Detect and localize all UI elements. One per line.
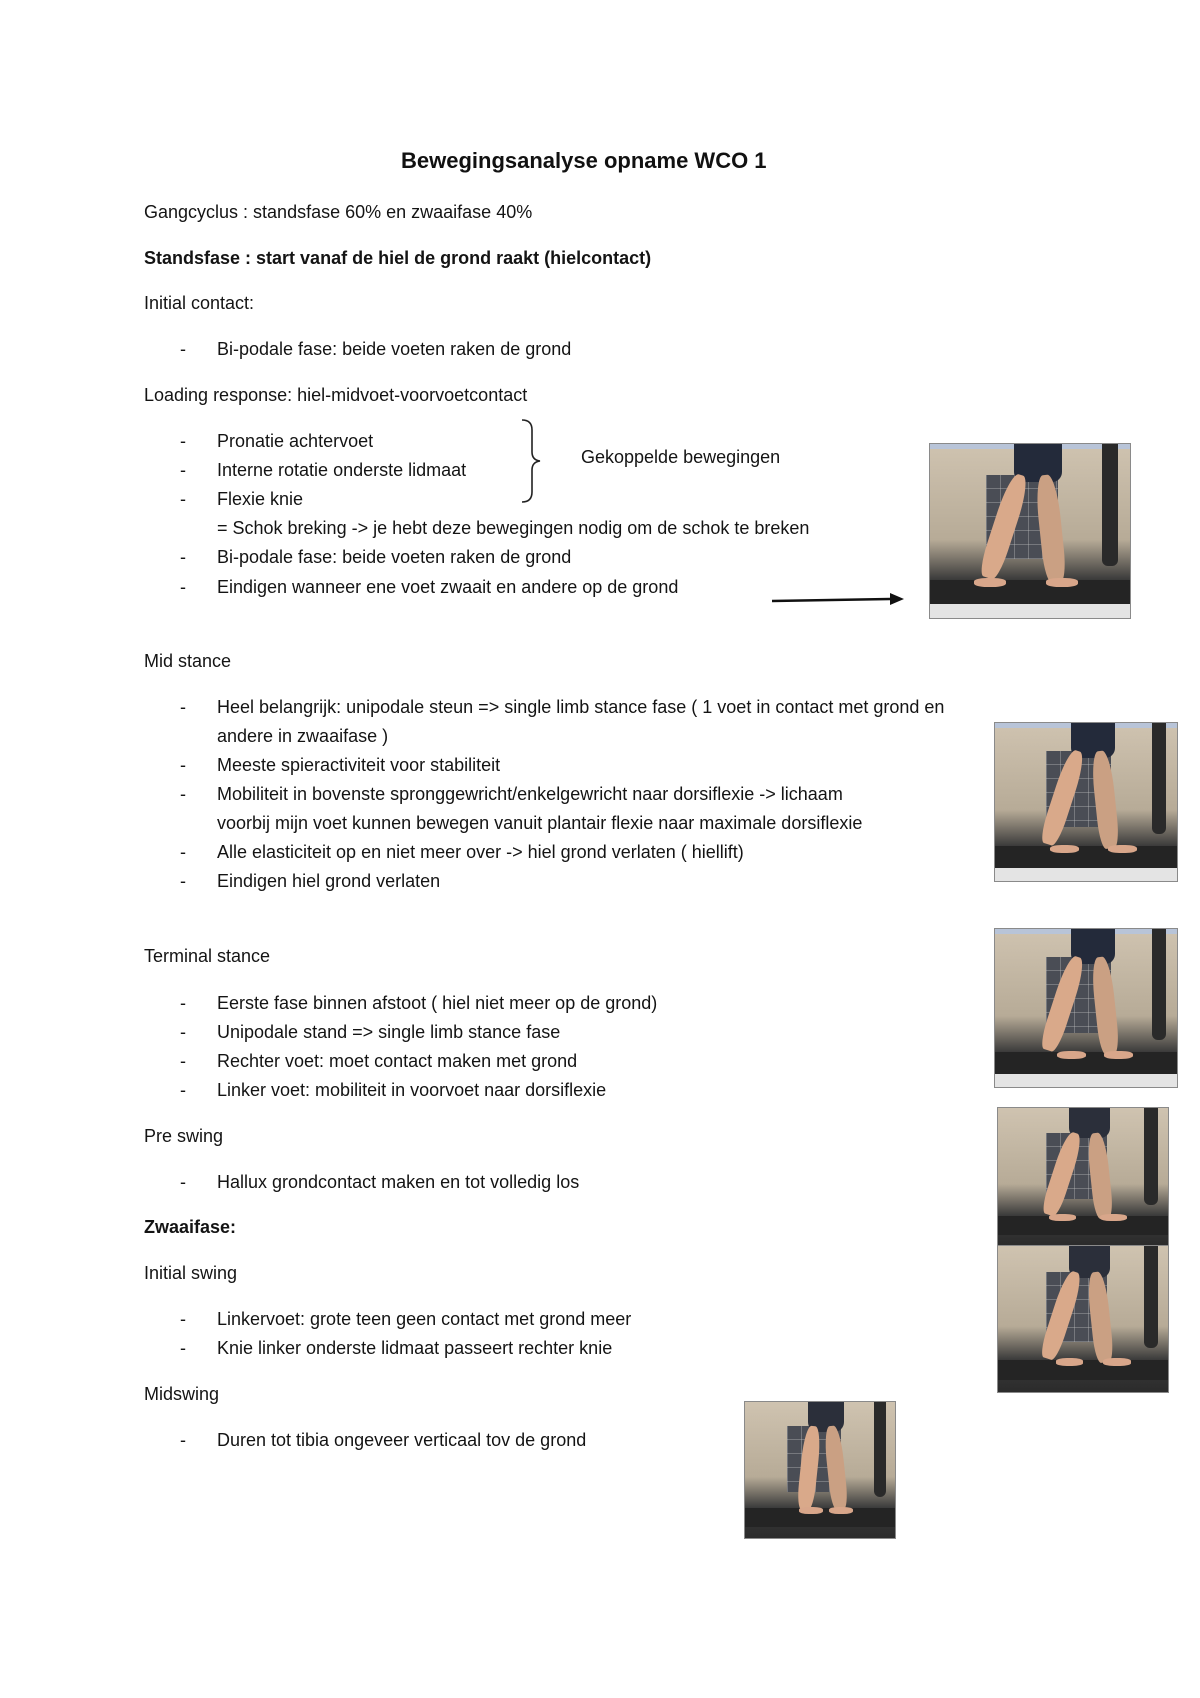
- list-item-text: Heel belangrijk: unipodale steun => single limb stance fase ( 1 voet in contact met grond en: [217, 697, 945, 717]
- bullet-dash: -: [180, 1022, 186, 1042]
- list-item-text: Linkervoet: grote teen geen contact met grond meer: [217, 1309, 632, 1329]
- list-item-text: Mobiliteit in bovenste spronggewricht/enkelgewricht naar dorsiflexie -> lichaam: [217, 784, 843, 804]
- list-item-text: Bi-podale fase: beide voeten raken de grond: [217, 547, 572, 567]
- list-item-text: Rechter voet: moet contact maken met grond: [217, 1051, 578, 1071]
- list-item-text: Meeste spieractiviteit voor stabiliteit: [217, 755, 501, 775]
- pre-swing-heading: Pre swing: [144, 1126, 224, 1146]
- loading-response-heading: Loading response: hiel-midvoet-voorvoetcontact: [144, 385, 528, 405]
- list-item-text: Eerste fase binnen afstoot ( hiel niet meer op de grond): [217, 993, 658, 1013]
- terminal-stance-heading: Terminal stance: [144, 946, 271, 966]
- mid-stance-heading: Mid stance: [144, 651, 232, 671]
- midswing-heading: Midswing: [144, 1384, 220, 1404]
- page-title: Bewegingsanalyse opname WCO 1: [401, 148, 767, 173]
- list-item-continuation: andere in zwaaifase ): [217, 726, 389, 746]
- gait-photo-initial-swing: [997, 1245, 1169, 1393]
- bullet-dash: -: [180, 577, 186, 597]
- gekoppelde-bewegingen-label: Gekoppelde bewegingen: [581, 447, 781, 467]
- bullet-dash: -: [180, 755, 186, 775]
- bullet-dash: -: [180, 842, 186, 862]
- bullet-dash: -: [180, 460, 186, 480]
- bullet-dash: -: [180, 1080, 186, 1100]
- list-item-text: Interne rotatie onderste lidmaat: [217, 460, 467, 480]
- list-item-text: Eindigen wanneer ene voet zwaait en andere op de grond: [217, 577, 679, 597]
- gait-photo-terminal-stance: [994, 928, 1178, 1088]
- initial-contact-heading: Initial contact:: [144, 293, 255, 313]
- bullet-dash: -: [180, 1430, 186, 1450]
- bullet-dash: -: [180, 431, 186, 451]
- initial-swing-heading: Initial swing: [144, 1263, 238, 1283]
- schok-breking-note: = Schok breking -> je hebt deze bewegingen nodig om de schok te breken: [217, 518, 810, 538]
- bullet-dash: -: [180, 784, 186, 804]
- curly-brace-icon: [518, 418, 558, 504]
- bullet-dash: -: [180, 697, 186, 717]
- gangcyclus-line: Gangcyclus : standsfase 60% en zwaaifase 40%: [144, 202, 533, 222]
- list-item-text: Knie linker onderste lidmaat passeert rechter knie: [217, 1338, 613, 1358]
- standsfase-heading: Standsfase : start vanaf de hiel de grond raakt (hielcontact): [144, 248, 652, 268]
- gait-photo-pre-swing: [997, 1107, 1169, 1247]
- list-item-text: Linker voet: mobiliteit in voorvoet naar dorsiflexie: [217, 1080, 607, 1100]
- list-item-text: Pronatie achtervoet: [217, 431, 374, 451]
- list-item-continuation: voorbij mijn voet kunnen bewegen vanuit plantair flexie naar maximale dorsiflexie: [217, 813, 863, 833]
- bullet-dash: -: [180, 1309, 186, 1329]
- list-item-text: Alle elasticiteit op en niet meer over -> hiel grond verlaten ( hiellift): [217, 842, 744, 862]
- list-item-text: Bi-podale fase: beide voeten raken de grond: [217, 339, 572, 359]
- list-item-text: Unipodale stand => single limb stance fase: [217, 1022, 561, 1042]
- bullet-dash: -: [180, 993, 186, 1013]
- bullet-dash: -: [180, 339, 186, 359]
- bullet-dash: -: [180, 1338, 186, 1358]
- gait-photo-mid-stance: [994, 722, 1178, 882]
- list-item-text: Eindigen hiel grond verlaten: [217, 871, 441, 891]
- bullet-dash: -: [180, 547, 186, 567]
- list-item-text: Flexie knie: [217, 489, 304, 509]
- list-item-text: Duren tot tibia ongeveer verticaal tov de grond: [217, 1430, 587, 1450]
- bullet-dash: -: [180, 1172, 186, 1192]
- gait-photo-midswing: [744, 1401, 896, 1539]
- list-item-text: Hallux grondcontact maken en tot volledig los: [217, 1172, 580, 1192]
- bullet-dash: -: [180, 871, 186, 891]
- bullet-dash: -: [180, 489, 186, 509]
- gait-photo-loading-response: [929, 443, 1131, 619]
- bullet-dash: -: [180, 1051, 186, 1071]
- zwaaifase-heading: Zwaaifase:: [144, 1217, 237, 1237]
- arrow-right-icon: [770, 590, 906, 610]
